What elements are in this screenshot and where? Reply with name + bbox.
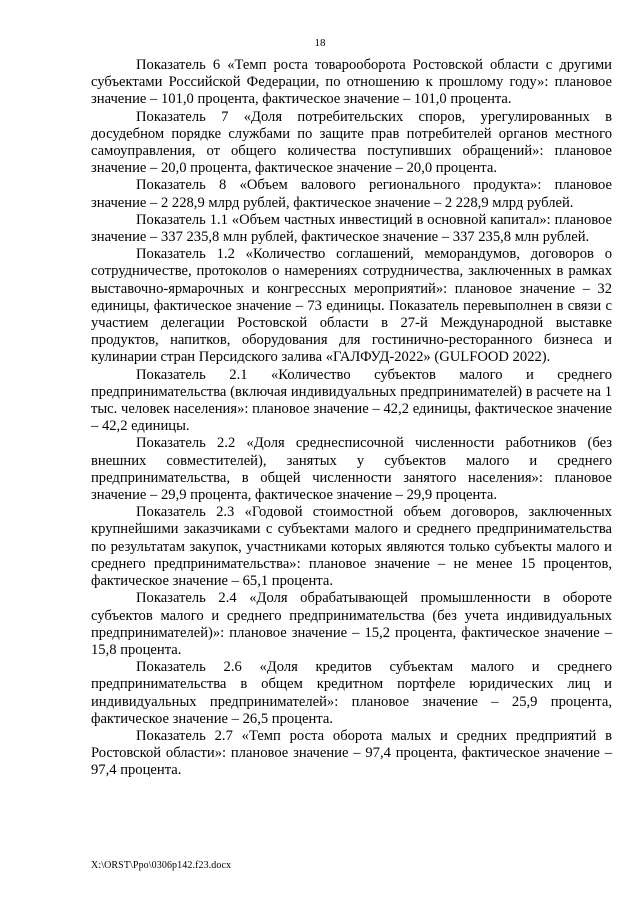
paragraph: Показатель 2.7 «Темп роста оборота малых и средних предприятий в Ростовской области»: плановое значение – 97,4 процента, фактическое значение – 97,4 процента.: [91, 727, 612, 779]
file-path-footer: X:\ORST\Ppo\0306p142.f23.docx: [91, 860, 232, 871]
paragraph: Показатель 2.2 «Доля среднесписочной численности работников (без внешних совместителей), занятых у субъектов малого и среднего предпринимательства, в общей численности занятого населения»: плановое значение – 29,9 процента, фактическое значение – 29,9 процента.: [91, 435, 612, 504]
paragraph: Показатель 8 «Объем валового регионального продукта»: плановое значение – 2 228,9 млрд рублей, фактическое значение – 2 228,9 млрд рублей.: [91, 177, 612, 211]
paragraph: Показатель 6 «Темп роста товарооборота Ростовской области с другими субъектами Российской Федерации, по отношению к прошлому году»: плановое значение – 101,0 процента, фактическое значение – 101,0 процента.: [91, 57, 612, 108]
paragraph: Показатель 1.2 «Количество соглашений, меморандумов, договоров о сотрудничестве, протоколов о намерениях сотрудничества, заключенных в рамках выставочно-ярмарочных и конгрессных мероприятий»: плановое значение – 32 единицы, фактическое значение – 73 единицы. Показатель перевыполнен в связи с участием делегации Ростовской области в 27-й Международной выставке продуктов, напитков, оборудования для гостинично-ресторанного бизнеса и кулинарии стран Персидского залива «ГАЛФУД-2022» (GULFOOD 2022).: [91, 246, 612, 366]
paragraph: Показатель 2.6 «Доля кредитов субъектам малого и среднего предпринимательства в общем кредитном портфеле юридических лиц и индивидуальных предпринимателей»: плановое значение – 25,9 процента, фактическое значение – 26,5 процента.: [91, 659, 612, 727]
page-number: 18: [314, 37, 326, 49]
paragraph: Показатель 2.3 «Годовой стоимостной объем договоров, заключенных крупнейшими заказчиками с субъектами малого и среднего предпринимательства по результатам закупок, участниками которых являются только субъекты малого и среднего предпринимательства»: плановое значение – не менее 15 процентов, фактическое значение – 65,1 процента.: [91, 504, 612, 590]
paragraph: Показатель 1.1 «Объем частных инвестиций в основной капитал»: плановое значение – 337 235,8 млн рублей, фактическое значение – 337 235,8 млн рублей.: [91, 211, 612, 246]
paragraph: Показатель 2.4 «Доля обрабатывающей промышленности в обороте субъектов малого и среднего предпринимательства (без учета индивидуальных предпринимателей)»: плановое значение – 15,2 процента, фактическое значение – 15,8 процента.: [91, 590, 612, 658]
paragraph: Показатель 7 «Доля потребительских споров, урегулированных в досудебном порядке службами по защите прав потребителей органов местного самоуправления, от общего количества поступивших обращений»: плановое значение – 20,0 процента, фактическое значение – 20,0 процента.: [91, 108, 612, 177]
document-body: [91, 57, 612, 780]
paragraph: Показатель 2.1 «Количество субъектов малого и среднего предпринимательства (включая индивидуальных предпринимателей) в расчете на 1 тыс. человек населения»: плановое значение – 42,2 единицы, фактическое значение – 42,2 единицы.: [91, 366, 612, 435]
